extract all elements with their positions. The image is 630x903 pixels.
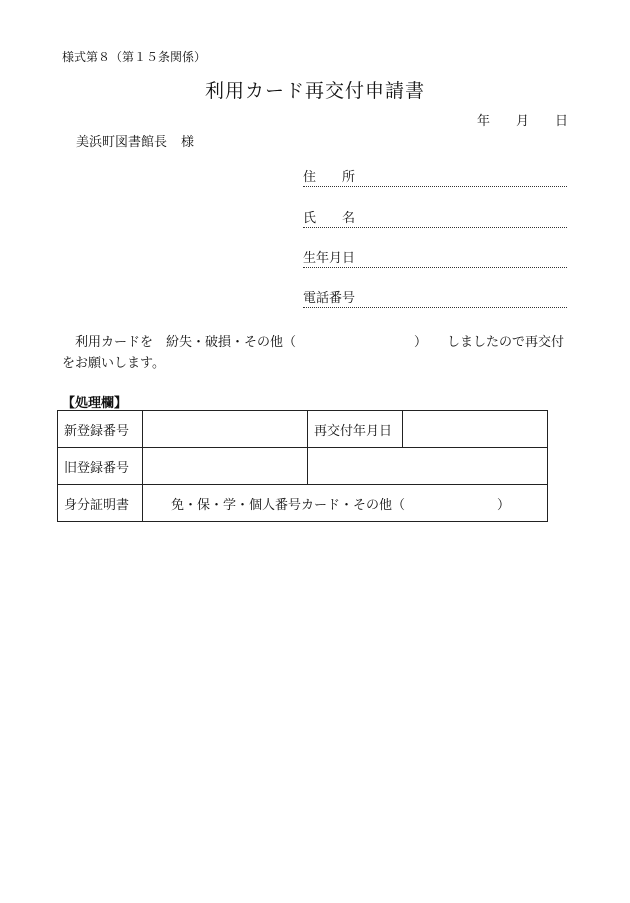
addressee-name: 美浜町図書館長 <box>76 135 168 150</box>
phone-field[interactable] <box>303 291 567 308</box>
addressee-honorific: 様 <box>181 135 195 150</box>
table-row <box>58 485 548 522</box>
request-close-paren: ） <box>414 335 428 350</box>
request-paragraph <box>62 332 564 374</box>
date-month-label: 月 <box>515 114 529 129</box>
date-year-label: 年 <box>476 114 490 129</box>
name-field[interactable] <box>303 211 567 228</box>
blank-cell <box>308 448 548 485</box>
request-intro: 利用カードを 紛失・破損・その他（ <box>75 335 297 350</box>
birthdate-field[interactable] <box>303 251 567 268</box>
address-field[interactable] <box>303 170 567 187</box>
date-day-label: 日 <box>554 114 568 129</box>
id-doc-close: ） <box>497 497 511 513</box>
request-line2: をお願いします。 <box>62 356 165 371</box>
processing-table <box>57 410 548 522</box>
birthdate-label: 生年月日 <box>303 251 356 266</box>
phone-label: 電話番号 <box>303 291 356 306</box>
name-label: 氏 名 <box>303 211 356 226</box>
table-row <box>58 411 548 448</box>
processing-heading: 【処理欄】 <box>62 396 128 411</box>
reissue-date-label: 再交付年月日 <box>308 411 403 448</box>
date-line <box>477 110 568 129</box>
request-suffix: しましたので再交付 <box>447 335 565 350</box>
new-reg-value[interactable] <box>143 411 308 448</box>
old-reg-value[interactable] <box>143 448 308 485</box>
table-row <box>58 448 548 485</box>
reissue-date-value[interactable] <box>403 411 548 448</box>
id-doc-options: 免・保・学・個人番号カード・その他（ <box>171 497 406 513</box>
new-reg-label: 新登録番号 <box>58 411 143 448</box>
form-number: 様式第８（第１５条関係） <box>62 50 207 64</box>
old-reg-label: 旧登録番号 <box>58 448 143 485</box>
addressee <box>76 131 194 150</box>
address-label: 住 所 <box>303 170 356 185</box>
id-doc-label: 身分証明書 <box>58 485 143 522</box>
page-title: 利用カード再交付申請書 <box>204 80 425 102</box>
id-doc-options-cell[interactable] <box>143 485 548 522</box>
